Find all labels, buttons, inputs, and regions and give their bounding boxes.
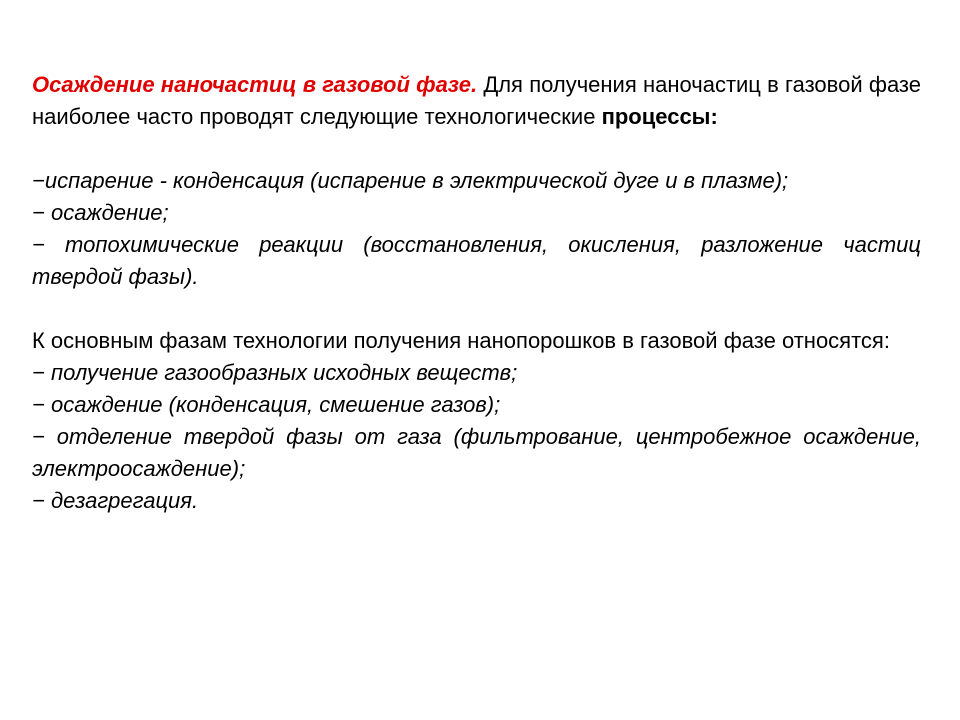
phases-intro: К основным фазам технологии получения нанопорошков в газовой фазе относятся: xyxy=(32,328,890,353)
list-item: − топохимические реакции (восстановления, окисления, разложение частиц твердой фазы). xyxy=(32,232,921,289)
intro-text: Для получения наночастиц в газовой фазе наиболее часто проводят следующие технологические xyxy=(32,72,922,129)
list-item: − осаждение (конденсация, смешение газов); xyxy=(32,392,501,417)
slide-content xyxy=(32,69,921,517)
spacer xyxy=(32,133,921,165)
list-item: − отделение твердой фазы от газа (фильтрование, центробежное осаждение, электроосаждение); xyxy=(32,424,921,481)
list-item: − осаждение; xyxy=(32,200,169,225)
intro-bold-tail: процессы: xyxy=(601,104,718,129)
intro-paragraph xyxy=(32,69,921,133)
list-item: −испарение - конденсация (испарение в электрической дуге и в плазме); xyxy=(32,168,789,193)
list-item: − получение газообразных исходных веществ; xyxy=(32,360,518,385)
section-heading: Осаждение наночастиц в газовой фазе. xyxy=(32,72,478,97)
spacer xyxy=(32,293,921,325)
list-item: − дезагрегация. xyxy=(32,488,199,513)
